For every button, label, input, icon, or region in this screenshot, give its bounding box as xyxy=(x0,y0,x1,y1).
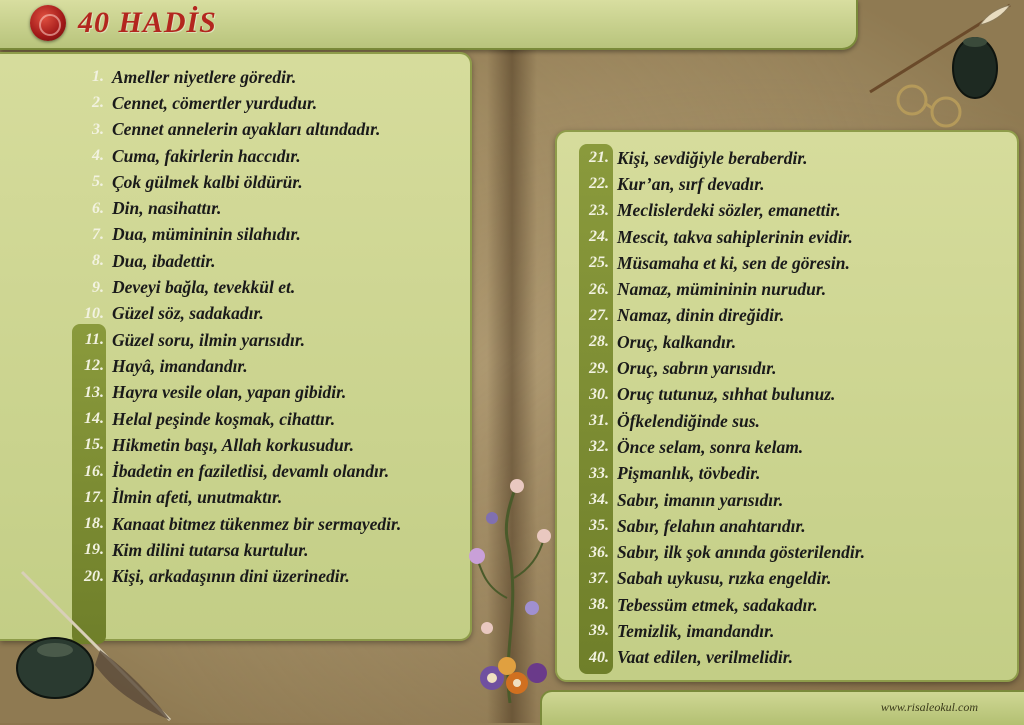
website-url: www.risaleokul.com xyxy=(880,700,978,714)
hadith-item xyxy=(74,511,401,537)
hadith-number: 22. xyxy=(589,175,609,193)
hadith-item xyxy=(74,117,401,143)
hadith-item xyxy=(74,327,401,353)
hadith-text: Din, nasihattır. xyxy=(112,198,222,219)
hadith-number: 19. xyxy=(84,541,104,559)
hadith-item xyxy=(74,432,401,458)
hadith-number: 8. xyxy=(92,252,104,270)
hadith-item xyxy=(74,406,401,432)
hadith-text: Kur’an, sırf devadır. xyxy=(617,173,765,194)
right-hadith-panel xyxy=(555,130,1019,682)
hadith-item xyxy=(74,485,401,511)
hadith-number: 26. xyxy=(589,280,609,298)
hadith-number: 10. xyxy=(84,304,104,322)
hadith-text: Pişmanlık, tövbedir. xyxy=(617,463,761,484)
hadith-number: 27. xyxy=(589,306,609,324)
hadith-item xyxy=(579,487,865,513)
hadith-text: Hayâ, imandandır. xyxy=(112,355,248,376)
hadith-text: Sabır, ilk şok anında gösterilendir. xyxy=(617,542,865,563)
hadith-item xyxy=(74,353,401,379)
hadith-number: 15. xyxy=(84,436,104,454)
hadith-number: 36. xyxy=(589,543,609,561)
hadith-text: Cennet, cömertler yurdudur. xyxy=(112,92,318,113)
hadith-number: 21. xyxy=(589,149,609,167)
hadith-text: Dua, ibadettir. xyxy=(112,250,216,271)
hadith-item xyxy=(579,461,865,487)
quill-inkwell-icon xyxy=(860,0,1024,140)
hadith-number: 25. xyxy=(589,254,609,272)
header-bar xyxy=(0,0,858,50)
hadith-number: 33. xyxy=(589,464,609,482)
hadith-item xyxy=(74,458,401,484)
hadith-text: Kişi, arkadaşının dini üzerinedir. xyxy=(112,566,350,587)
hadith-number: 39. xyxy=(589,622,609,640)
hadith-item xyxy=(579,434,865,460)
hadith-item xyxy=(579,645,865,671)
hadith-number: 35. xyxy=(589,517,609,535)
hadith-number: 31. xyxy=(589,412,609,430)
hadith-item xyxy=(579,539,865,565)
hadith-item xyxy=(74,274,401,300)
hadith-number: 38. xyxy=(589,596,609,614)
hadith-item xyxy=(74,222,401,248)
hadith-number: 29. xyxy=(589,359,609,377)
hadith-text: Oruç tutunuz, sıhhat bulunuz. xyxy=(617,384,836,405)
hadith-text: Güzel söz, sadakadır. xyxy=(112,303,264,324)
hadith-text: Meclislerdeki sözler, emanettir. xyxy=(617,200,841,221)
hadith-number: 30. xyxy=(589,385,609,403)
hadith-text: Cuma, fakirlerin haccıdır. xyxy=(112,145,301,166)
inkwell-quill-icon xyxy=(0,567,180,723)
hadith-item xyxy=(579,198,865,224)
hadith-item xyxy=(579,566,865,592)
hadith-number: 34. xyxy=(589,491,609,508)
hadith-number: 13. xyxy=(84,383,104,401)
hadith-number: 11. xyxy=(84,331,104,349)
hadith-number: 12. xyxy=(84,357,104,375)
hadith-number: 40. xyxy=(589,648,609,666)
hadith-number: 1. xyxy=(92,68,104,86)
hadith-number: 17. xyxy=(84,488,104,506)
hadith-number: 7. xyxy=(92,225,104,243)
hadith-list-left xyxy=(74,64,401,590)
hadith-text: Hayra vesile olan, yapan gibidir. xyxy=(112,382,347,403)
hadith-text: Önce selam, sonra kelam. xyxy=(617,436,804,457)
hadith-item xyxy=(579,592,865,618)
hadith-text: Sabır, imanın yarısıdır. xyxy=(617,489,784,510)
hadith-number: 28. xyxy=(589,333,609,351)
left-hadith-panel xyxy=(0,52,472,641)
hadith-item xyxy=(74,90,401,116)
hadith-text: Hikmetin başı, Allah korkusudur. xyxy=(112,434,355,455)
floral-ornament-icon xyxy=(462,478,558,703)
hadith-item xyxy=(579,303,865,329)
hadith-number: 32. xyxy=(589,438,609,456)
hadith-text: Mescit, takva sahiplerinin evidir. xyxy=(617,226,853,247)
hadith-number: 6. xyxy=(92,199,104,217)
hadith-number: 5. xyxy=(92,173,104,191)
hadith-list-right xyxy=(579,145,865,671)
hadith-number: 3. xyxy=(92,120,104,138)
hadith-text: Deveyi bağla, tevekkül et. xyxy=(112,277,296,298)
hadith-item xyxy=(579,408,865,434)
hadith-text: Oruç, kalkandır. xyxy=(617,331,737,352)
hadith-item xyxy=(579,250,865,276)
hadith-text: Helal peşinde koşmak, cihattır. xyxy=(112,408,336,429)
hadith-text: İbadetin en faziletlisi, devamlı olandır. xyxy=(112,461,390,482)
hadith-item xyxy=(74,301,401,327)
hadith-item xyxy=(579,145,865,171)
hadith-item xyxy=(74,248,401,274)
hadith-item xyxy=(74,537,401,563)
hadith-text: Tebessüm etmek, sadakadır. xyxy=(617,594,818,615)
hadith-item xyxy=(579,276,865,302)
hadith-text: Çok gülmek kalbi öldürür. xyxy=(112,171,303,192)
hadith-number: 16. xyxy=(84,462,104,480)
hadith-number: 20. xyxy=(84,567,104,585)
hadith-text: İlmin afeti, unutmaktır. xyxy=(112,487,283,508)
hadith-number: 14. xyxy=(84,410,104,427)
hadith-text: Namaz, mümininin nurudur. xyxy=(617,279,827,300)
hadith-number: 24. xyxy=(589,228,609,246)
wax-seal-icon xyxy=(30,5,66,41)
hadith-number: 9. xyxy=(92,278,104,296)
hadith-text: Sabah uykusu, rızka engeldir. xyxy=(617,568,832,589)
hadith-text: Temizlik, imandandır. xyxy=(617,620,775,641)
hadith-text: Öfkelendiğinde sus. xyxy=(617,410,760,431)
hadith-text: Müsamaha et ki, sen de göresin. xyxy=(617,252,850,273)
hadith-number: 23. xyxy=(589,201,609,219)
hadith-item xyxy=(579,513,865,539)
hadith-item xyxy=(579,355,865,381)
hadith-item xyxy=(74,380,401,406)
hadith-number: 18. xyxy=(84,515,104,533)
hadith-item xyxy=(579,224,865,250)
hadith-text: Kim dilini tutarsa kurtulur. xyxy=(112,539,309,560)
hadith-item xyxy=(74,169,401,195)
hadith-item xyxy=(74,143,401,169)
hadith-item xyxy=(579,382,865,408)
hadith-text: Güzel soru, ilmin yarısıdır. xyxy=(112,329,306,350)
hadith-text: Kişi, sevdiğiyle beraberdir. xyxy=(617,147,808,168)
hadith-item xyxy=(74,195,401,221)
hadith-text: Oruç, sabrın yarısıdır. xyxy=(617,358,777,379)
hadith-text: Vaat edilen, verilmelidir. xyxy=(617,647,793,668)
footer-bar xyxy=(540,690,1024,725)
hadith-item xyxy=(579,618,865,644)
hadith-number: 4. xyxy=(92,147,104,165)
hadith-text: Dua, mümininin silahıdır. xyxy=(112,224,301,245)
hadith-item xyxy=(74,64,401,90)
hadith-text: Cennet annelerin ayakları altındadır. xyxy=(112,119,381,140)
hadith-item xyxy=(579,329,865,355)
hadith-text: Kanaat bitmez tükenmez bir sermayedir. xyxy=(112,513,402,534)
page-title: 40 HADİS xyxy=(78,6,217,39)
hadith-number: 2. xyxy=(92,94,104,112)
hadith-text: Sabır, felahın anahtarıdır. xyxy=(617,515,806,536)
hadith-text: Ameller niyetlere göredir. xyxy=(112,66,297,87)
hadith-number: 37. xyxy=(589,569,609,587)
hadith-item xyxy=(579,171,865,197)
hadith-text: Namaz, dinin direğidir. xyxy=(617,305,785,326)
